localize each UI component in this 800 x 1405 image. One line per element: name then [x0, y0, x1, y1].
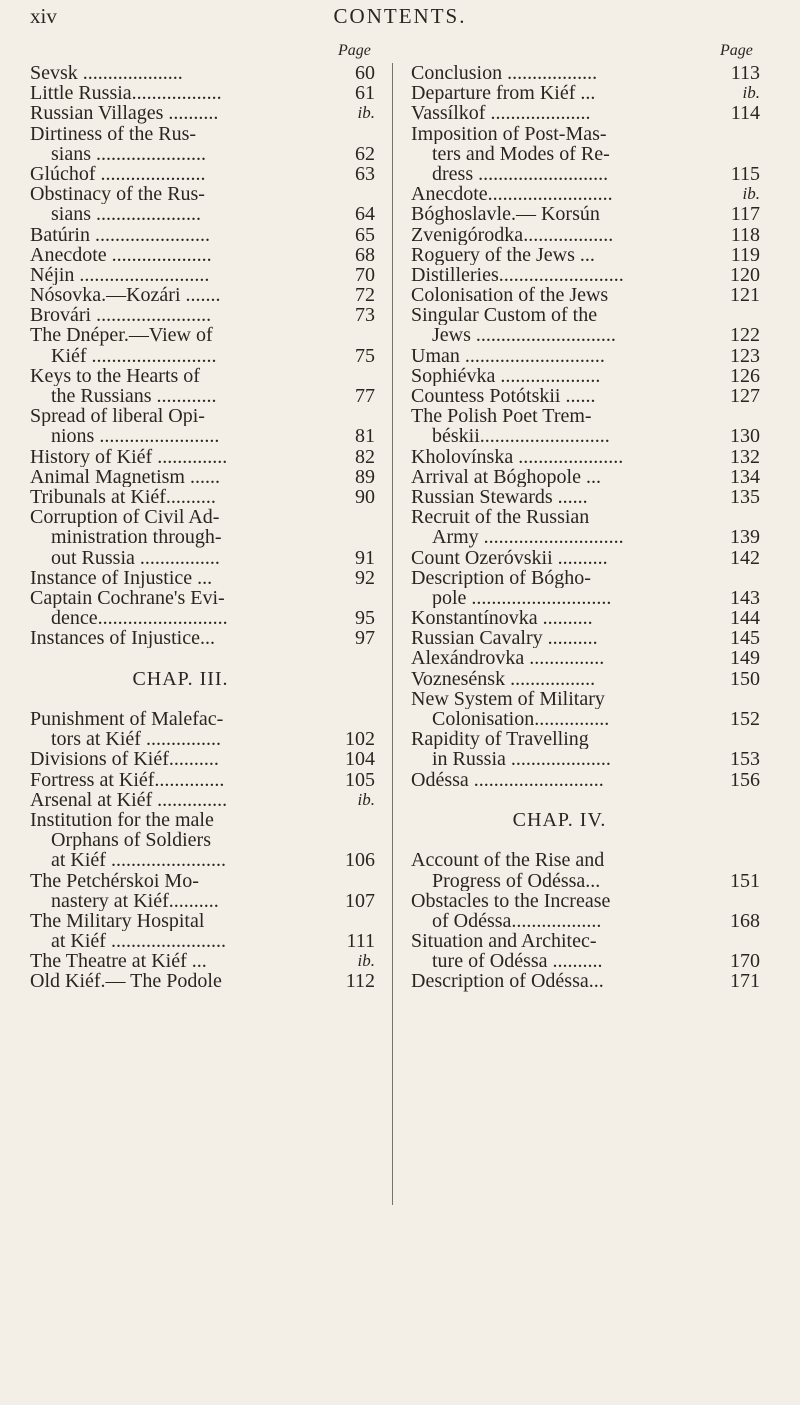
contents-entry-text: Batúrin ....................... [30, 224, 210, 245]
contents-entry-page: 91 [355, 546, 375, 569]
contents-entry-page: 123 [730, 344, 760, 367]
contents-entry-text: pole ............................ [432, 587, 612, 609]
contents-entry-text: béskii.......................... [432, 426, 610, 447]
contents-entry-page: 112 [345, 970, 375, 993]
contents-entry-page [708, 931, 760, 951]
contents-entry-text [30, 648, 331, 668]
contents-entry-text: sians ...................... [51, 143, 206, 164]
contents-entry-page: 73 [355, 304, 375, 327]
contents-entry-page: 127 [730, 385, 760, 407]
contents-entry-text: ministration through- [51, 527, 222, 548]
contents-entry-text: Description of Odéssa... [411, 971, 604, 992]
contents-entry-text: Tribunals at Kiéf.......... [30, 486, 216, 508]
contents-entry-text: ters and Modes of Re- [432, 143, 610, 164]
contents-entry-page: 92 [355, 566, 375, 589]
contents-entry-page: 152 [730, 708, 760, 730]
contents-entry-page [331, 325, 375, 345]
contents-entry-page: 142 [730, 546, 760, 569]
contents-entry-text: Glúchof ..................... [30, 163, 206, 185]
contents-entry-page: 64 [355, 203, 375, 226]
contents-entry-page: 111 [346, 930, 375, 953]
contents-entry-page: 65 [355, 223, 375, 246]
contents-entry-page [708, 144, 760, 164]
contents-entry-text: Anecdote .................... [30, 244, 212, 265]
contents-entry-text: the Russians ............ [51, 386, 217, 407]
contents-entry-page: 144 [730, 607, 760, 630]
contents-entry-page: 143 [730, 586, 760, 609]
contents-entry-page: 81 [355, 425, 375, 448]
contents-entry-page [331, 911, 375, 931]
contents-entry-page [708, 406, 760, 426]
contents-entry-page: 102 [345, 728, 375, 751]
contents-entry-page: 61 [355, 82, 375, 105]
contents-entry-text: The Dnéper.—View of [30, 325, 213, 346]
contents-entry-text: Keys to the Hearts of [30, 365, 200, 386]
contents-entry-page: 114 [730, 102, 760, 125]
contents-entry-page [331, 830, 375, 850]
contents-entry-text: Departure from Kiéf ... [411, 83, 596, 104]
left-page-numbers [331, 63, 375, 992]
contents-entry-text: Captain Cochrane's Evi- [30, 587, 225, 609]
contents-entry-text: sians ..................... [51, 204, 201, 225]
contents-entry-text: The Polish Poet Trem- [411, 406, 592, 427]
contents-entry-page: 145 [730, 627, 760, 650]
page-number: xiv [30, 4, 57, 28]
contents-entry-page [331, 709, 375, 729]
contents-entry-text: Instance of Injustice ... [30, 567, 213, 588]
contents-entry-page: ib. [357, 951, 375, 971]
contents-entry-text: Spread of liberal Opi- [30, 406, 205, 427]
contents-entry-page: ib. [357, 103, 375, 123]
contents-entry-text: Animal Magnetism ...... [30, 466, 220, 487]
contents-entry-page: 139 [730, 526, 760, 549]
contents-entry-page: 150 [730, 667, 760, 690]
contents-entry-text: dress .......................... [432, 163, 609, 185]
contents-entry-page [708, 568, 760, 588]
contents-entry-page [331, 527, 375, 547]
contents-entry-text: Corruption of Civil Ad- [30, 507, 220, 528]
contents-entry-text: Count Ozeróvskii .......... [411, 547, 608, 568]
contents-entry-page: 77 [355, 385, 375, 407]
contents-entry-page: 97 [355, 627, 375, 650]
contents-entry-text: Fortress at Kiéf.............. [30, 769, 225, 790]
contents-entry-page: 132 [730, 445, 760, 468]
contents-entry-text: Old Kiéf.— The Podole [30, 971, 222, 992]
contents-entry-text: Zvenigórodka.................. [411, 224, 614, 245]
right-contents-column [411, 63, 708, 992]
contents-entry-page [331, 406, 375, 426]
contents-entry-page: 105 [345, 768, 375, 791]
contents-entry-page [331, 810, 375, 830]
contents-entry-text: Distilleries......................... [411, 264, 624, 286]
contents-entry-page: 119 [730, 243, 760, 266]
contents-entry-page: 120 [730, 263, 760, 286]
contents-entry-text: Colonisation of the Jews [411, 285, 609, 306]
contents-entry-page: 115 [730, 162, 760, 185]
contents-entry-text: Dirtiness of the Rus- [30, 123, 197, 144]
contents-entry-page: ib. [742, 83, 760, 103]
contents-entry-text: Institution for the male [30, 809, 214, 831]
contents-entry-text: Kholovínska ..................... [411, 446, 624, 467]
contents-entry-page: ib. [357, 789, 375, 809]
contents-entry-text: The Petchérskoi Mo- [30, 870, 199, 891]
contents-entry-page [331, 871, 375, 891]
contents-entry-page: 95 [355, 607, 375, 630]
contents-entry-page: 171 [730, 970, 760, 993]
contents-entry-text: ture of Odéssa .......... [432, 951, 603, 972]
contents-entry-text: Jews ............................ [432, 325, 616, 346]
contents-entry-page: 118 [730, 223, 760, 246]
contents-entry-page: 151 [730, 869, 760, 892]
contents-entry-page [708, 729, 760, 749]
contents-entry-text: Recruit of the Russian [411, 507, 590, 528]
contents-entry-text: Bóghoslavle.— Korsún [411, 204, 600, 225]
contents-entry-text: Obstacles to the Increase [411, 890, 611, 911]
contents-entry-text: Uman ............................ [411, 345, 605, 366]
contents-entry-page: ib. [742, 184, 760, 204]
contents-entry-text: Singular Custom of the [411, 305, 598, 326]
contents-entry-page [331, 124, 375, 144]
contents-entry-text: of Odéssa.................. [432, 910, 602, 932]
contents-entry-page: 82 [355, 445, 375, 468]
contents-entry-page: 90 [355, 485, 375, 508]
contents-entry-page [708, 305, 760, 325]
contents-entry-text: nastery at Kiéf.......... [51, 890, 219, 911]
contents-entry-text: Rapidity of Travelling [411, 729, 589, 750]
right-page-numbers [708, 63, 760, 992]
contents-entry-page [331, 648, 375, 668]
contents-entry-text: Divisions of Kiéf.......... [30, 749, 219, 770]
contents-entry-page: 62 [355, 142, 375, 165]
contents-entry-page: 89 [355, 465, 375, 488]
contents-entry-page: 63 [355, 162, 375, 185]
contents-entry-page: 72 [355, 284, 375, 307]
contents-entry-page [331, 669, 375, 689]
page-title: CONTENTS. [333, 4, 467, 28]
contents-entry-text: Progress of Odéssa... [432, 870, 601, 891]
contents-entry-text: Brovári ....................... [30, 305, 212, 326]
contents-entry-text: Anecdote......................... [411, 184, 613, 205]
left-contents-column [30, 63, 331, 992]
contents-entry-page [708, 850, 760, 870]
contents-entry-page: 68 [355, 243, 375, 266]
contents-entry-text: Countess Potótskii ...... [411, 386, 596, 407]
contents-entry-page: 104 [345, 748, 375, 771]
contents-entry-text: Account of the Rise and [411, 850, 605, 871]
contents-entry-page: 135 [730, 485, 760, 508]
contents-entry-text [30, 689, 331, 709]
contents-entry-text: tors at Kiéf ............... [51, 729, 221, 750]
contents-entry-page [708, 790, 760, 810]
contents-entry-page [331, 689, 375, 709]
contents-entry-text: Situation and Architec- [411, 931, 597, 952]
contents-entry-text: out Russia ................ [51, 547, 220, 568]
contents-entry-text: Army ............................ [432, 527, 624, 548]
contents-entry-text: Voznesénsk ................. [411, 668, 596, 689]
contents-entry-page: 134 [730, 465, 760, 488]
contents-entry-page [331, 184, 375, 204]
contents-entry-text: Instances of Injustice... [30, 628, 215, 649]
contents-entry-page [708, 891, 760, 911]
contents-entry-text: Colonisation............... [432, 709, 610, 730]
contents-entry-page: 170 [730, 950, 760, 973]
column-divider [392, 63, 393, 1205]
contents-entry-text: Sevsk .................... [30, 63, 183, 84]
contents-entry-page: 117 [730, 203, 760, 226]
contents-entry-page [708, 810, 760, 830]
contents-entry-text [411, 790, 708, 810]
contents-entry-text: nions ........................ [51, 426, 220, 447]
contents-entry-page [331, 588, 375, 608]
contents-entry-page: 149 [730, 647, 760, 670]
page-column-heading-left: Page [338, 42, 371, 59]
contents-entry-text: Orphans of Soldiers [51, 830, 211, 851]
contents-entry-text: at Kiéf ....................... [51, 931, 226, 952]
page-column-heading-right: Page [720, 42, 753, 59]
chapter-heading: CHAP. III. [132, 668, 229, 689]
contents-entry-page: 60 [355, 62, 375, 84]
contents-entry-page [708, 507, 760, 527]
contents-entry-text: Description of Bógho- [411, 567, 591, 588]
contents-entry-page [708, 689, 760, 709]
contents-entry-page: 106 [345, 849, 375, 872]
contents-entry-page [331, 366, 375, 386]
contents-entry-page [708, 124, 760, 144]
contents-entry-page: 153 [730, 748, 760, 771]
contents-entry-page: 70 [355, 263, 375, 286]
contents-entry-text: Russian Cavalry .......... [411, 628, 598, 649]
contents-entry-text: The Theatre at Kiéf ... [30, 951, 207, 972]
contents-entry-text: Odéssa .......................... [411, 769, 604, 790]
contents-entry-page: 168 [730, 909, 760, 932]
contents-entry-page [708, 830, 760, 850]
contents-entry-text: Arrival at Bóghopole ... [411, 466, 601, 487]
contents-entry-text [411, 830, 708, 850]
contents-entry-text: Kiéf ......................... [51, 345, 217, 366]
contents-entry-page: 126 [730, 364, 760, 387]
contents-entry-page: 113 [730, 62, 760, 84]
chapter-heading: CHAP. IV. [512, 809, 607, 831]
contents-entry-text: Punishment of Malefac- [30, 709, 224, 730]
contents-entry-text: Imposition of Post-Mas- [411, 123, 607, 144]
contents-entry-text: Konstantínovka .......... [411, 608, 593, 629]
contents-entry-page: 121 [730, 284, 760, 307]
contents-entry-text: Arsenal at Kiéf .............. [30, 789, 228, 810]
contents-entry-text: Russian Villages .......... [30, 103, 219, 124]
contents-entry-text: at Kiéf ....................... [51, 850, 226, 871]
contents-entry-page: 122 [730, 324, 760, 347]
contents-entry-text: The Military Hospital [30, 910, 205, 932]
contents-entry-text: dence.......................... [51, 608, 228, 629]
contents-entry-page: 156 [730, 768, 760, 791]
contents-entry-text: Nósovka.—Kozári ....... [30, 285, 221, 306]
contents-entry-text: New System of Military [411, 688, 605, 709]
contents-entry-text: Néjin .......................... [30, 264, 210, 286]
contents-entry-text: Russian Stewards ...... [411, 486, 588, 508]
contents-entry-text: Little Russia.................. [30, 83, 222, 104]
contents-entry-page: 130 [730, 425, 760, 448]
contents-entry-page [331, 507, 375, 527]
contents-entry-text: Conclusion .................. [411, 63, 598, 84]
contents-entry-page: 107 [345, 889, 375, 912]
contents-entry-text: Obstinacy of the Rus- [30, 184, 205, 205]
contents-entry-text: History of Kiéf .............. [30, 446, 228, 467]
contents-entry-text: Vassílkof .................... [411, 103, 591, 124]
contents-entry-text: Sophiévka .................... [411, 365, 601, 386]
contents-entry-text: Alexándrovka ............... [411, 648, 605, 669]
contents-entry-page: 75 [355, 344, 375, 367]
contents-entry-text: Roguery of the Jews ... [411, 244, 595, 265]
contents-entry-text: in Russia .................... [432, 749, 611, 770]
